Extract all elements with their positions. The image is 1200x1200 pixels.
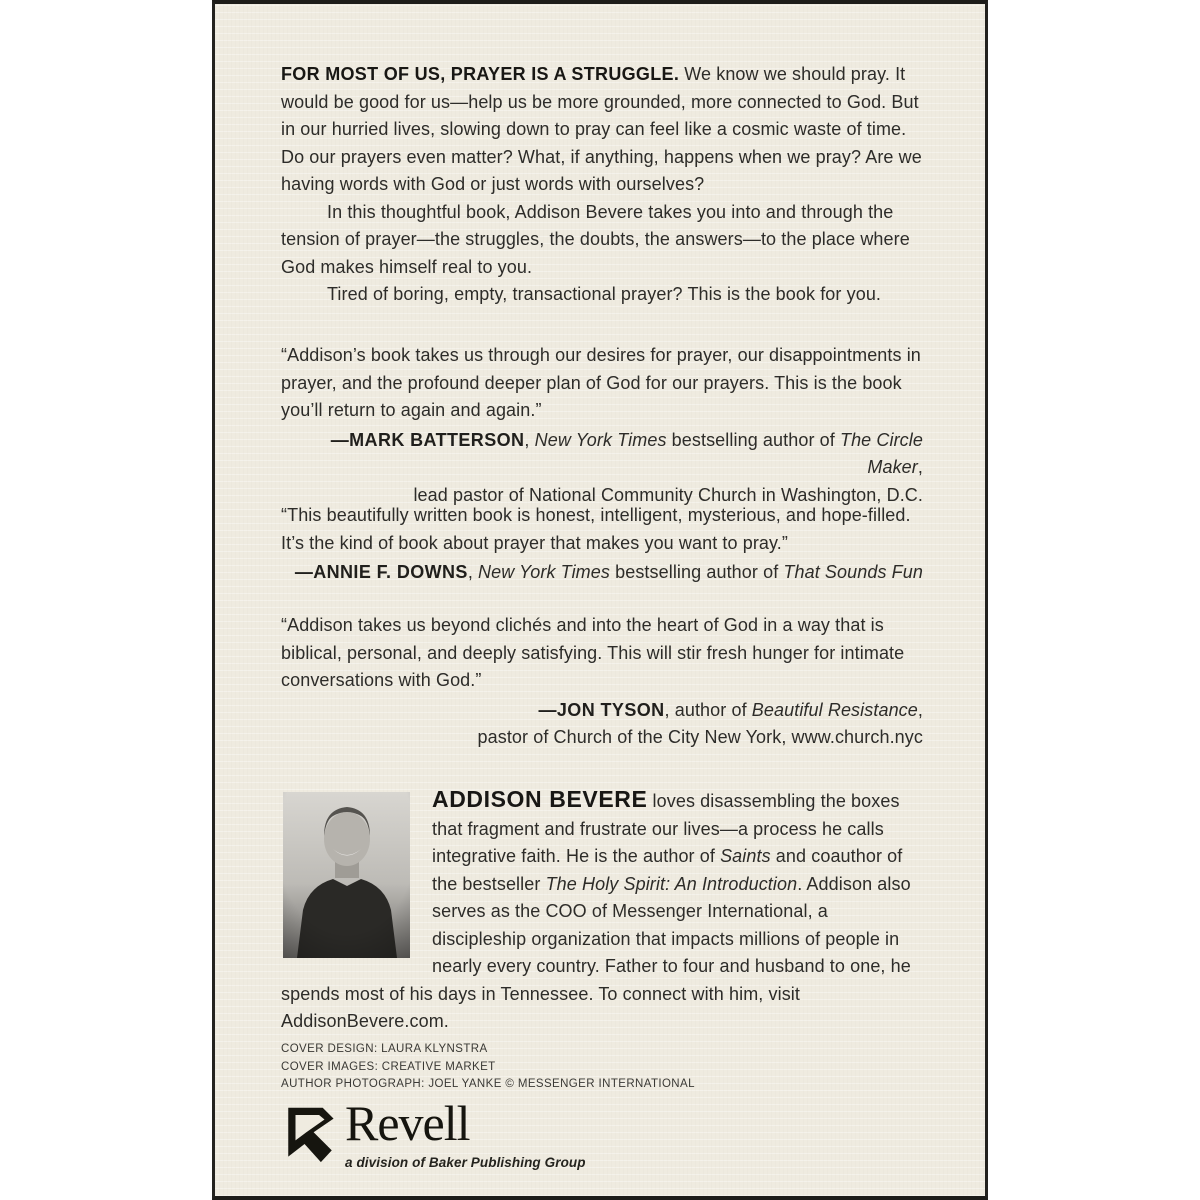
book-title: That Sounds Fun (783, 562, 923, 582)
author-bio-block (281, 786, 923, 1036)
attr-separator: , (524, 429, 535, 450)
revell-mark-icon (281, 1102, 339, 1166)
bio-text: loves disassembling the boxes that fragment and frustrate our lives—a process he calls integrative faith. He is the author of (432, 791, 900, 866)
credit-author-photograph: AUTHOR PHOTOGRAPH: JOEL YANKE © MESSENGER INTERNATIONAL (281, 1078, 695, 1090)
endorsement-attribution-line1 (281, 697, 923, 725)
endorsement-attribution-line2: lead pastor of National Community Church in Washington, D.C. (413, 484, 923, 505)
credit-cover-images: COVER IMAGES: CREATIVE MARKET (281, 1060, 496, 1073)
attr-text: author of (674, 699, 752, 720)
endorser-name: —JON TYSON (538, 699, 665, 720)
endorsement-batterson (281, 342, 923, 509)
attr-text: bestselling author of (610, 562, 784, 582)
bio-text: . Addison also serves as the COO of Messenger International, a discipleship organization that impacts millions of people in nearly every country. Father to four and husband to one, he spends most of his days in Tennessee. To connect with him, visit AddisonBevere.com. (281, 873, 911, 1031)
book-title-saints: Saints (720, 846, 771, 866)
bio-text: and coauthor of the bestseller (432, 846, 903, 894)
book-title: Beautiful Resistance (751, 699, 918, 720)
description-paragraph-1 (281, 61, 923, 199)
endorsement-tyson (281, 612, 923, 752)
endorsement-text: “Addison takes us beyond clichés and into the heart of God in a way that is biblical, personal, and deeply satisfying. This will stir fresh hunger for intimate conversations with God.” (281, 615, 905, 690)
author-name: ADDISON BEVERE (432, 786, 648, 812)
attr-separator: , (664, 699, 675, 720)
book-title-holy-spirit: The Holy Spirit: An Introduction (545, 873, 798, 894)
credits-block (281, 1041, 923, 1094)
description-block (281, 61, 923, 309)
publisher-name: Revell (345, 1095, 470, 1151)
description-p1-text: We know we should pray. It would be good for us—help us be more grounded, more connected to God. But in our hurried lives, slowing down to pray can feel like a cosmic waste of time. Do our prayers even matter? What, if anything, happens when we pray? Are we having words with God or just words with ourselves? (281, 64, 922, 194)
endorsement-downs (281, 502, 923, 587)
publication-title: New York Times (478, 562, 610, 582)
endorser-name: —ANNIE F. DOWNS (294, 562, 468, 582)
description-paragraph-2: In this thoughtful book, Addison Bevere takes you into and through the tension of prayer—the struggles, the doubts, the answers—to the place where God makes himself real to you. (281, 201, 910, 277)
endorsement-text: “This beautifully written book is honest, intelligent, mysterious, and hope-filled. It’s the kind of book about prayer that makes you want to pray.” (281, 505, 911, 553)
endorsement-attribution-line1 (281, 559, 923, 587)
book-back-cover (212, 0, 988, 1200)
publication-title: New York Times (534, 429, 667, 450)
endorsement-text: “Addison’s book takes us through our desires for prayer, our disappointments in prayer, and the profound deeper plan of God for our prayers. This is the book you’ll return to again and again.” (281, 345, 921, 420)
description-lead: FOR MOST OF US, PRAYER IS A STRUGGLE. (281, 64, 680, 84)
author-photo (283, 792, 410, 958)
publisher-logo (281, 1095, 923, 1177)
attr-tail: , (917, 457, 923, 477)
endorsement-attribution-line2: pastor of Church of the City New York, www.church.nyc (477, 727, 923, 747)
endorser-name: —MARK BATTERSON (330, 429, 525, 450)
book-title: The Circle Maker (839, 429, 923, 477)
description-paragraph-3: Tired of boring, empty, transactional prayer? This is the book for you. (327, 284, 882, 304)
endorsement-attribution-line1 (281, 427, 923, 482)
attr-tail: , (917, 699, 923, 720)
attr-text: bestselling author of (666, 429, 840, 450)
attr-separator: , (467, 562, 479, 582)
credit-cover-design: COVER DESIGN: LAURA KLYNSTRA (281, 1043, 488, 1055)
publisher-tagline: a division of Baker Publishing Group (345, 1155, 586, 1170)
publisher-text (345, 1095, 586, 1177)
